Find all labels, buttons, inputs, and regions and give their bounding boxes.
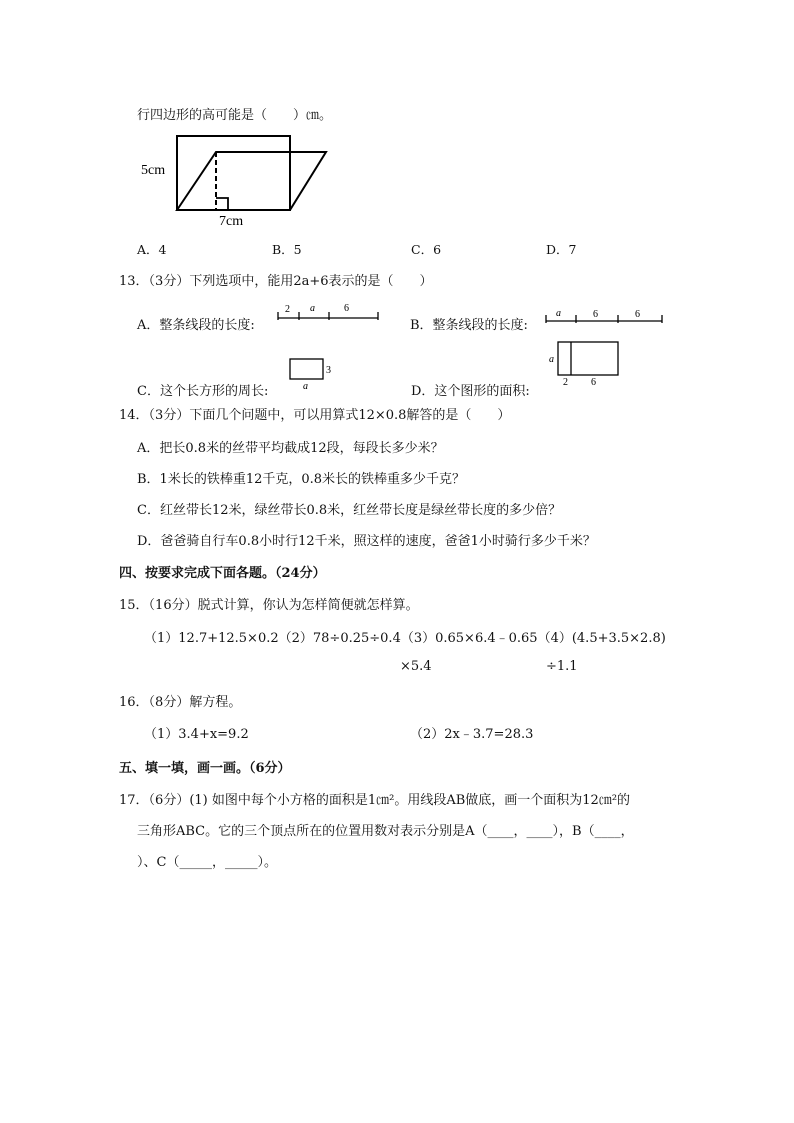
q14-option-d: D．爸爸骑自行车0.8小时行12千米，照这样的速度，爸爸1小时骑行多少千米？ [137, 534, 596, 549]
fig-d-label-2: 2 [563, 377, 568, 388]
q12-stem: 行四边形的高可能是（ ）㎝。 [137, 108, 333, 123]
q15-expr4-continuation: ÷1.1 [546, 659, 578, 674]
fig-bottom-label: 7cm [219, 214, 244, 229]
q17-line-3: ）、C（_____，_____）。 [137, 855, 277, 870]
q12-option-a: A．4 [137, 242, 167, 257]
fig-a-label-3: 6 [344, 303, 349, 314]
fig-a-label-2: a [310, 303, 315, 314]
fig-b-label-3: 6 [635, 309, 640, 320]
q15-expr3-continuation: ×5.4 [400, 659, 432, 674]
section-4-heading: 四、按要求完成下面各题。（24分） [119, 566, 326, 581]
q17-line-1: 17．（6分）(1) 如图中每个小方格的面积是1㎝²。用线段AB做底，画一个面积为12㎝²的 [119, 793, 631, 808]
fig-c-label-1: 3 [326, 365, 331, 376]
q16-stem: 16．（8分）解方程。 [119, 695, 242, 710]
parallelogram-shape [177, 152, 326, 210]
q15-stem: 15．（16分）脱式计算，你认为怎样简便就怎样算。 [119, 598, 419, 613]
fig-c-label-2: a [303, 381, 308, 391]
q13-fig-d [546, 338, 624, 388]
q12-option-b: B．5 [272, 242, 302, 257]
right-angle-mark [216, 198, 228, 210]
q13-fig-a [274, 298, 384, 328]
small-rectangle [290, 359, 323, 379]
area-rectangle [558, 342, 618, 375]
q17-line-2: 三角形ABC。它的三个顶点所在的位置用数对表示分别是A（____，____），B（____， [137, 824, 634, 839]
q16-equation-2: （2）2x﹣3.7=28.3 [410, 727, 534, 742]
fig-d-label-3: 6 [591, 377, 596, 388]
q13-option-d: D．这个图形的面积: [411, 384, 530, 399]
q13-stem: 13．（3分）下列选项中，能用2a+6表示的是（ ） [119, 274, 433, 289]
q14-option-a: A．把长0.8米的丝带平均截成12段，每段长多少米？ [137, 441, 444, 456]
q14-option-c: C．红丝带长12米，绿丝带长0.8米，红丝带长度是绿丝带长度的多少倍？ [137, 503, 562, 518]
rectangle-shape [177, 136, 290, 210]
q14-stem: 14．（3分）下面几个问题中，可以用算式12×0.8解答的是（ ） [119, 408, 511, 423]
fig-a-label-1: 2 [285, 304, 290, 315]
fig-b-label-1: a [556, 308, 561, 319]
q12-figure [140, 130, 340, 230]
fig-left-label: 5cm [141, 163, 166, 178]
fig-d-label-1: a [549, 354, 554, 365]
q12-option-c: C．6 [411, 242, 442, 257]
q13-option-a: A．整条线段的长度: [137, 318, 255, 333]
section-5-heading: 五、填一填，画一画。（6分） [119, 761, 291, 776]
q14-option-b: B．1米长的铁棒重12千克，0.8米长的铁棒重多少千克？ [137, 472, 466, 487]
q13-fig-c [286, 355, 336, 391]
fig-b-label-2: 6 [593, 309, 598, 320]
q15-expressions: （1）12.7+12.5×0.2（2）78÷0.25÷0.4（3）0.65×6.4﹣0.65（4）(4.5+3.5×2.8) [144, 631, 666, 646]
q16-equation-1: （1）3.4+x=9.2 [144, 727, 249, 742]
q13-option-b: B．整条线段的长度: [410, 318, 528, 333]
q12-option-d: D．7 [546, 242, 577, 257]
q13-fig-b [542, 305, 666, 329]
q13-option-c: C．这个长方形的周长: [137, 384, 269, 399]
